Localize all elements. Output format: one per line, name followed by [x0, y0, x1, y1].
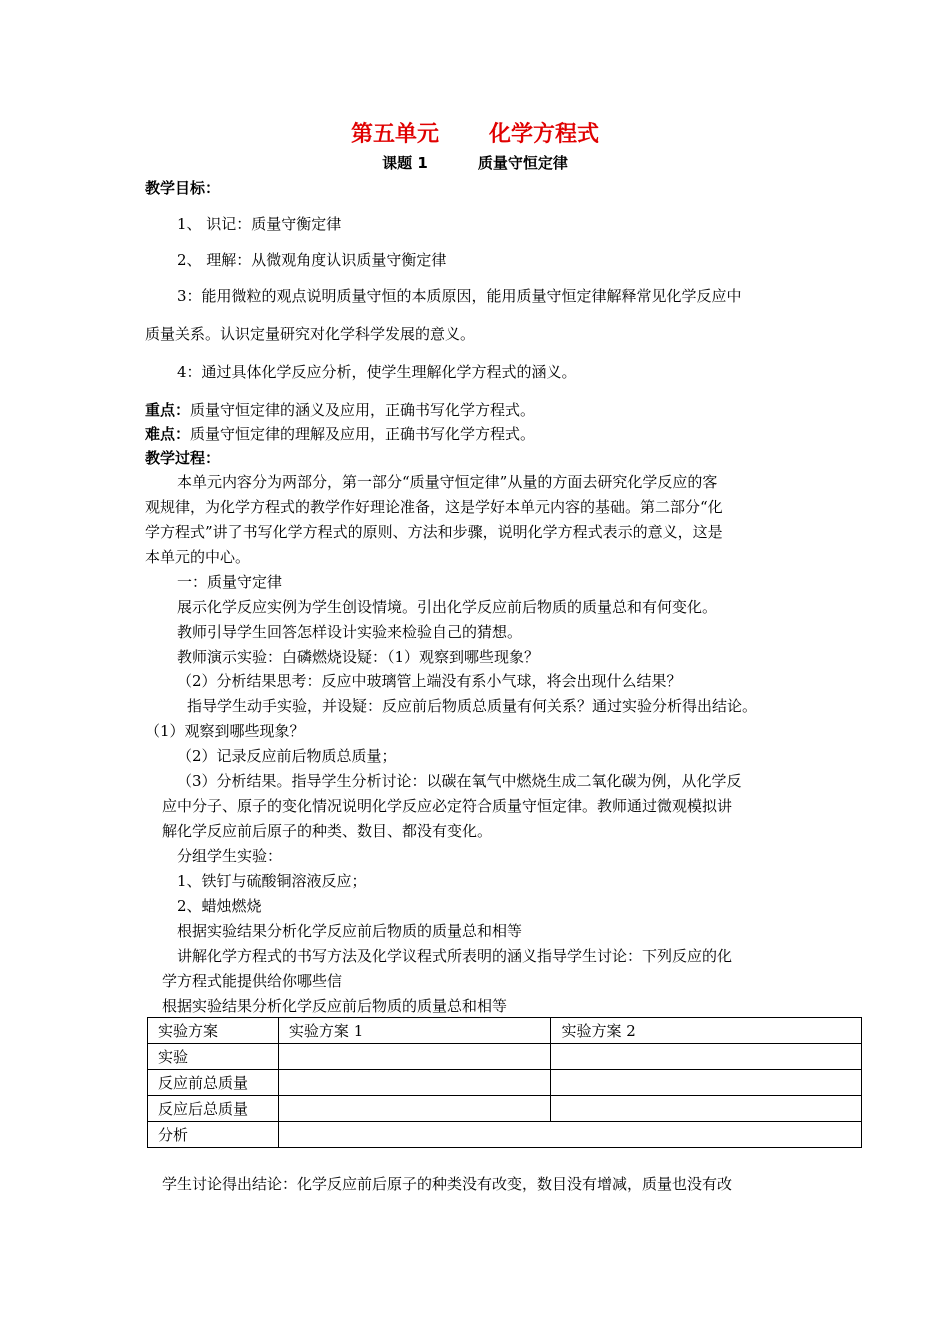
table-row-label: 反应前总质量 [148, 1070, 279, 1096]
table-header-cell: 实验方案 1 [278, 1018, 551, 1044]
table-cell [278, 1070, 551, 1096]
process-line: 教师演示实验：白磷燃烧设疑：（1）观察到哪些现象？ [177, 648, 540, 666]
process-line: 分组学生实验： [177, 847, 283, 865]
experiment-table [147, 1017, 862, 1148]
objective-item: 4：通过具体化学反应分析，使学生理解化学方程式的涵义。 [177, 363, 577, 381]
lesson-name: 质量守恒定律 [477, 154, 568, 172]
conclusion-text: 学生讨论得出结论：化学反应前后原子的种类没有改变，数目没有增减，质量也没有改 [162, 1175, 733, 1193]
table-cell [551, 1044, 862, 1070]
process-line: （2）分析结果思考：反应中玻璃管上端没有系小气球，将会出现什么结果？ [177, 672, 682, 690]
process-line: （1）观察到哪些现象？ [145, 722, 305, 740]
table-cell [551, 1070, 862, 1096]
process-line: 学方程式能提供给你哪些信 [162, 972, 343, 990]
unit-name: 化学方程式 [489, 122, 600, 147]
table-cell [278, 1044, 551, 1070]
objectives-heading: 教学目标： [145, 179, 221, 197]
unit-number: 第五单元 [350, 122, 439, 147]
objective-item: 2、 理解：从微观角度认识质量守衡定律 [177, 251, 447, 269]
process-line: 本单元内容分为两部分，第一部分“质量守恒定律”从量的方面去研究化学反应的客 [177, 473, 718, 491]
process-line: （3）分析结果。指导学生分析讨论：以碳在氧气中燃烧生成二氧化碳为例，从化学反 [177, 772, 742, 790]
process-line: 讲解化学方程式的书写方法及化学议程式所表明的涵义指导学生讨论：下列反应的化 [177, 947, 733, 965]
table-cell [278, 1122, 861, 1148]
key-point-text: 质量守恒定律的涵义及应用，正确书写化学方程式。 [190, 401, 536, 419]
process-line: 教师引导学生回答怎样设计实验来检验自己的猜想。 [177, 623, 523, 641]
difficulty-text: 质量守恒定律的理解及应用，正确书写化学方程式。 [190, 425, 536, 443]
table-row [148, 1122, 862, 1148]
process-line: 2、蜡烛燃烧 [177, 897, 262, 915]
objective-item: 3：能用微粒的观点说明质量守恒的本质原因，能用质量守恒定律解释常见化学反应中 [177, 287, 742, 305]
table-row [148, 1044, 862, 1070]
process-line: 展示化学反应实例为学生创设情境。引出化学反应前后物质的质量总和有何变化。 [177, 598, 718, 616]
difficulty-label: 难点： [145, 425, 191, 443]
process-line: （2）记录反应前后物质总质量； [177, 747, 397, 765]
table-cell [278, 1096, 551, 1122]
table-row-label: 分析 [148, 1122, 279, 1148]
lesson-title [0, 153, 950, 173]
table-header-cell: 实验方案 2 [551, 1018, 862, 1044]
process-line: 根据实验结果分析化学反应前后物质的质量总和相等 [177, 922, 523, 940]
table-row-label: 实验 [148, 1044, 279, 1070]
lesson-number: 课题 1 [382, 154, 428, 172]
process-line: 学方程式”讲了书写化学方程式的原则、方法和步骤，说明化学方程式表示的意义，这是 [145, 523, 723, 541]
key-point-label: 重点： [145, 401, 191, 419]
process-line: 观规律，为化学方程式的教学作好理论准备，这是学好本单元内容的基础。第二部分“化 [145, 498, 723, 516]
objective-item: 质量关系。认识定量研究对化学科学发展的意义。 [145, 325, 476, 343]
process-heading: 教学过程： [145, 449, 221, 467]
table-cell [551, 1096, 862, 1122]
process-line: 一：质量守定律 [177, 573, 283, 591]
key-point [145, 400, 535, 420]
objective-item: 1、 识记：质量守衡定律 [177, 215, 342, 233]
table-row [148, 1070, 862, 1096]
process-line: 本单元的中心。 [145, 548, 251, 566]
difficulty [145, 424, 535, 444]
table-header-cell: 实验方案 [148, 1018, 279, 1044]
process-line: 应中分子、原子的变化情况说明化学反应必定符合质量守恒定律。教师通过微观模拟讲 [162, 797, 733, 815]
table-row [148, 1096, 862, 1122]
process-line: 解化学反应前后原子的种类、数目、都没有变化。 [162, 822, 493, 840]
process-line: 根据实验结果分析化学反应前后物质的质量总和相等 [162, 997, 508, 1015]
process-line: 1、铁钉与硫酸铜溶液反应； [177, 872, 367, 890]
table-header-row [148, 1018, 862, 1044]
table-row-label: 反应后总质量 [148, 1096, 279, 1122]
process-line: 指导学生动手实验，并设疑：反应前后物质总质量有何关系？通过实验分析得出结论。 [187, 697, 758, 715]
unit-title [0, 122, 950, 148]
